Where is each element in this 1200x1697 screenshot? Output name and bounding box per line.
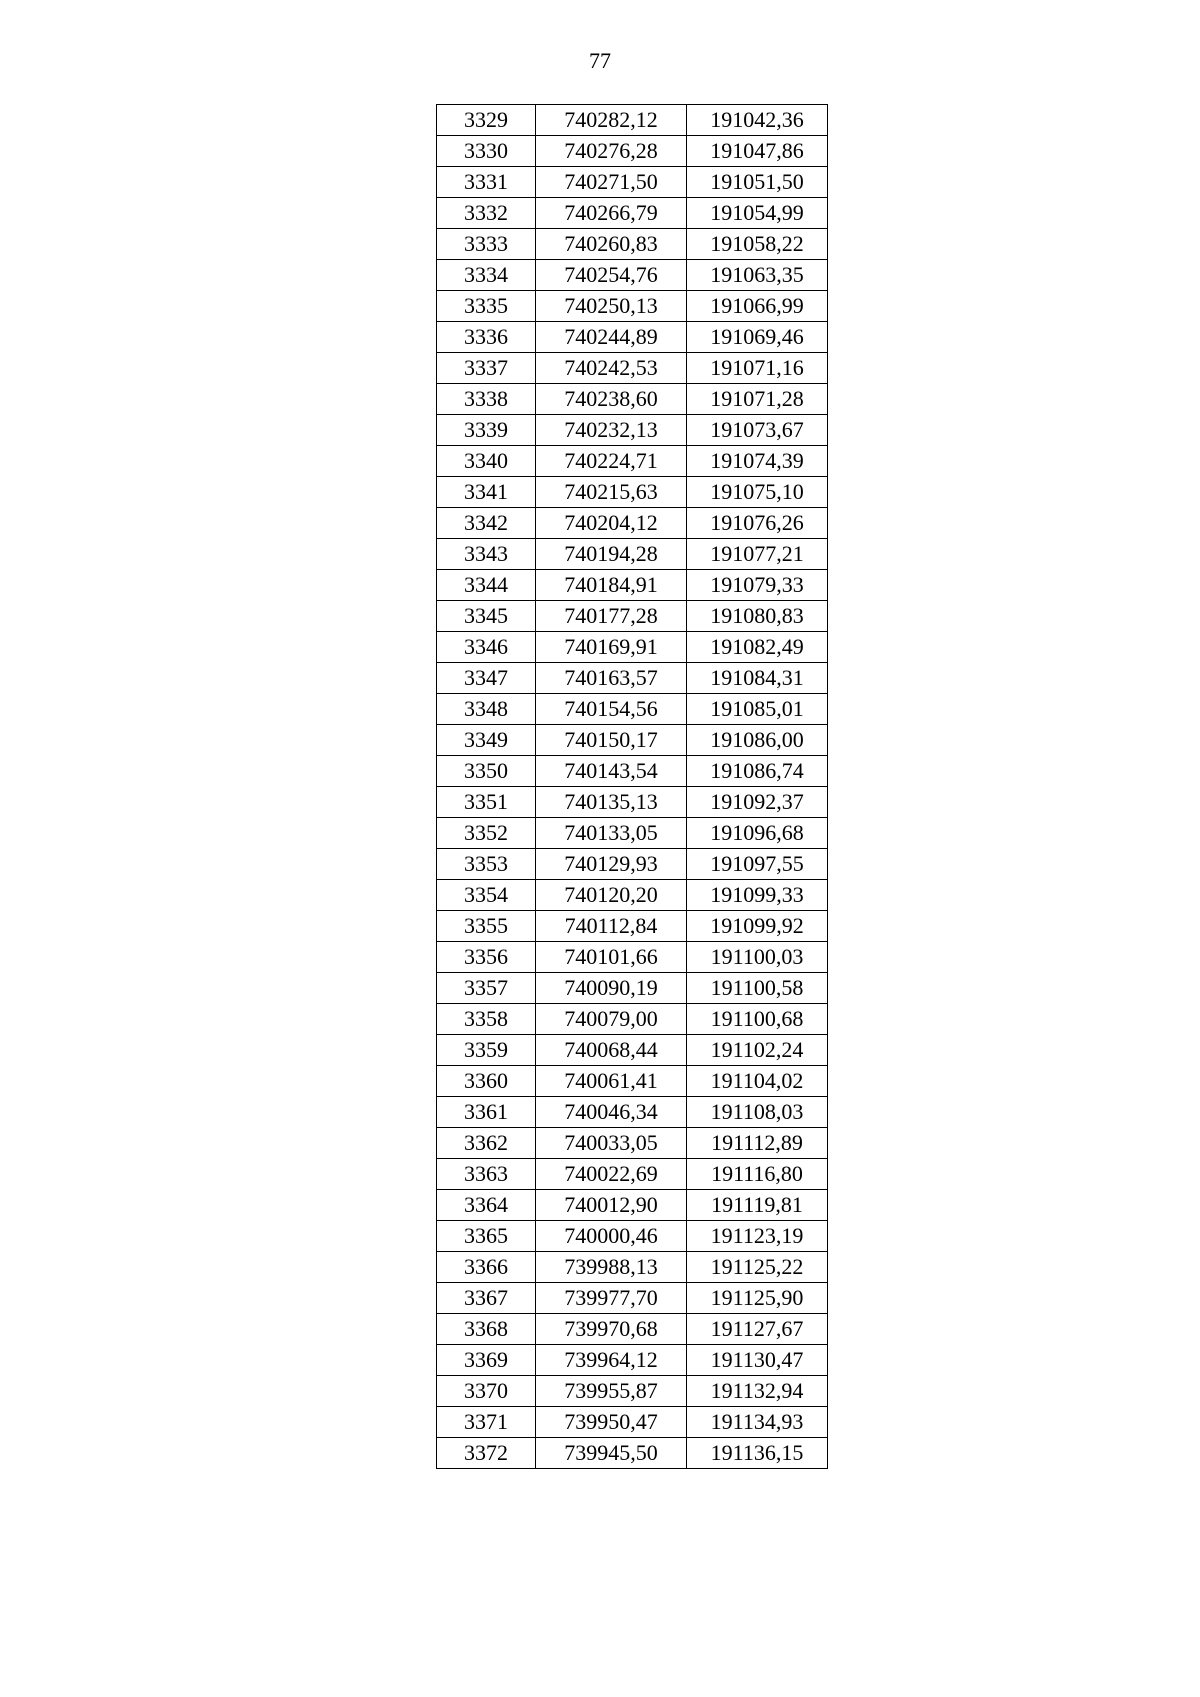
x-coordinate-cell: 740012,90 — [536, 1190, 687, 1221]
x-coordinate-cell: 740242,53 — [536, 353, 687, 384]
x-coordinate-cell: 739945,50 — [536, 1438, 687, 1469]
point-number-cell: 3355 — [437, 911, 536, 942]
table-row — [437, 384, 828, 415]
y-coordinate-cell: 191130,47 — [687, 1345, 828, 1376]
y-coordinate-cell: 191073,67 — [687, 415, 828, 446]
point-number-cell: 3346 — [437, 632, 536, 663]
point-number-cell: 3343 — [437, 539, 536, 570]
y-coordinate-cell: 191108,03 — [687, 1097, 828, 1128]
table-row — [437, 1438, 828, 1469]
x-coordinate-cell: 740215,63 — [536, 477, 687, 508]
table-row — [437, 260, 828, 291]
point-number-cell: 3337 — [437, 353, 536, 384]
table-row — [437, 632, 828, 663]
y-coordinate-cell: 191112,89 — [687, 1128, 828, 1159]
point-number-cell: 3361 — [437, 1097, 536, 1128]
y-coordinate-cell: 191077,21 — [687, 539, 828, 570]
y-coordinate-cell: 191100,58 — [687, 973, 828, 1004]
x-coordinate-cell: 740282,12 — [536, 105, 687, 136]
y-coordinate-cell: 191071,16 — [687, 353, 828, 384]
x-coordinate-cell: 740068,44 — [536, 1035, 687, 1066]
point-number-cell: 3354 — [437, 880, 536, 911]
table-row — [437, 1376, 828, 1407]
table-body — [437, 105, 828, 1469]
point-number-cell: 3368 — [437, 1314, 536, 1345]
table-row — [437, 508, 828, 539]
point-number-cell: 3331 — [437, 167, 536, 198]
point-number-cell: 3369 — [437, 1345, 536, 1376]
y-coordinate-cell: 191100,68 — [687, 1004, 828, 1035]
y-coordinate-cell: 191136,15 — [687, 1438, 828, 1469]
point-number-cell: 3329 — [437, 105, 536, 136]
table-row — [437, 136, 828, 167]
x-coordinate-cell: 739988,13 — [536, 1252, 687, 1283]
y-coordinate-cell: 191102,24 — [687, 1035, 828, 1066]
x-coordinate-cell: 740061,41 — [536, 1066, 687, 1097]
x-coordinate-cell: 740254,76 — [536, 260, 687, 291]
table-row — [437, 694, 828, 725]
point-number-cell: 3365 — [437, 1221, 536, 1252]
x-coordinate-cell: 740204,12 — [536, 508, 687, 539]
table-row — [437, 1128, 828, 1159]
table-row — [437, 291, 828, 322]
table-row — [437, 1066, 828, 1097]
x-coordinate-cell: 740250,13 — [536, 291, 687, 322]
point-number-cell: 3360 — [437, 1066, 536, 1097]
y-coordinate-cell: 191099,33 — [687, 880, 828, 911]
x-coordinate-cell: 740033,05 — [536, 1128, 687, 1159]
point-number-cell: 3338 — [437, 384, 536, 415]
y-coordinate-cell: 191058,22 — [687, 229, 828, 260]
y-coordinate-cell: 191071,28 — [687, 384, 828, 415]
x-coordinate-cell: 740000,46 — [536, 1221, 687, 1252]
table-row — [437, 570, 828, 601]
y-coordinate-cell: 191079,33 — [687, 570, 828, 601]
y-coordinate-cell: 191086,00 — [687, 725, 828, 756]
point-number-cell: 3351 — [437, 787, 536, 818]
x-coordinate-cell: 740112,84 — [536, 911, 687, 942]
point-number-cell: 3339 — [437, 415, 536, 446]
point-number-cell: 3357 — [437, 973, 536, 1004]
y-coordinate-cell: 191085,01 — [687, 694, 828, 725]
point-number-cell: 3348 — [437, 694, 536, 725]
table-row — [437, 973, 828, 1004]
y-coordinate-cell: 191119,81 — [687, 1190, 828, 1221]
y-coordinate-cell: 191069,46 — [687, 322, 828, 353]
table-row — [437, 198, 828, 229]
table-row — [437, 1314, 828, 1345]
point-number-cell: 3366 — [437, 1252, 536, 1283]
point-number-cell: 3349 — [437, 725, 536, 756]
table-row — [437, 1283, 828, 1314]
table-row — [437, 1035, 828, 1066]
x-coordinate-cell: 740232,13 — [536, 415, 687, 446]
y-coordinate-cell: 191082,49 — [687, 632, 828, 663]
y-coordinate-cell: 191132,94 — [687, 1376, 828, 1407]
y-coordinate-cell: 191051,50 — [687, 167, 828, 198]
table-row — [437, 1252, 828, 1283]
point-number-cell: 3350 — [437, 756, 536, 787]
x-coordinate-cell: 740177,28 — [536, 601, 687, 632]
x-coordinate-cell: 739977,70 — [536, 1283, 687, 1314]
x-coordinate-cell: 739950,47 — [536, 1407, 687, 1438]
table-row — [437, 756, 828, 787]
y-coordinate-cell: 191047,86 — [687, 136, 828, 167]
y-coordinate-cell: 191092,37 — [687, 787, 828, 818]
x-coordinate-cell: 740150,17 — [536, 725, 687, 756]
table-row — [437, 477, 828, 508]
x-coordinate-cell: 740238,60 — [536, 384, 687, 415]
table-row — [437, 663, 828, 694]
y-coordinate-cell: 191084,31 — [687, 663, 828, 694]
y-coordinate-cell: 191075,10 — [687, 477, 828, 508]
x-coordinate-cell: 740154,56 — [536, 694, 687, 725]
y-coordinate-cell: 191074,39 — [687, 446, 828, 477]
x-coordinate-cell: 740194,28 — [536, 539, 687, 570]
y-coordinate-cell: 191066,99 — [687, 291, 828, 322]
table-row — [437, 818, 828, 849]
x-coordinate-cell: 739955,87 — [536, 1376, 687, 1407]
x-coordinate-cell: 740022,69 — [536, 1159, 687, 1190]
y-coordinate-cell: 191086,74 — [687, 756, 828, 787]
x-coordinate-cell: 740120,20 — [536, 880, 687, 911]
point-number-cell: 3364 — [437, 1190, 536, 1221]
x-coordinate-cell: 740266,79 — [536, 198, 687, 229]
point-number-cell: 3344 — [437, 570, 536, 601]
coordinates-table — [436, 104, 828, 1469]
x-coordinate-cell: 740090,19 — [536, 973, 687, 1004]
x-coordinate-cell: 740135,13 — [536, 787, 687, 818]
y-coordinate-cell: 191042,36 — [687, 105, 828, 136]
table-row — [437, 601, 828, 632]
y-coordinate-cell: 191099,92 — [687, 911, 828, 942]
x-coordinate-cell: 740271,50 — [536, 167, 687, 198]
table-row — [437, 1097, 828, 1128]
table-row — [437, 105, 828, 136]
point-number-cell: 3335 — [437, 291, 536, 322]
table-row — [437, 911, 828, 942]
table-row — [437, 787, 828, 818]
table-row — [437, 446, 828, 477]
table-row — [437, 353, 828, 384]
y-coordinate-cell: 191063,35 — [687, 260, 828, 291]
point-number-cell: 3372 — [437, 1438, 536, 1469]
point-number-cell: 3367 — [437, 1283, 536, 1314]
point-number-cell: 3333 — [437, 229, 536, 260]
point-number-cell: 3358 — [437, 1004, 536, 1035]
point-number-cell: 3330 — [437, 136, 536, 167]
table-row — [437, 849, 828, 880]
table-row — [437, 322, 828, 353]
x-coordinate-cell: 740244,89 — [536, 322, 687, 353]
table-row — [437, 725, 828, 756]
point-number-cell: 3359 — [437, 1035, 536, 1066]
point-number-cell: 3332 — [437, 198, 536, 229]
y-coordinate-cell: 191096,68 — [687, 818, 828, 849]
table-row — [437, 539, 828, 570]
x-coordinate-cell: 739964,12 — [536, 1345, 687, 1376]
point-number-cell: 3362 — [437, 1128, 536, 1159]
y-coordinate-cell: 191104,02 — [687, 1066, 828, 1097]
y-coordinate-cell: 191097,55 — [687, 849, 828, 880]
table-row — [437, 1345, 828, 1376]
x-coordinate-cell: 739970,68 — [536, 1314, 687, 1345]
y-coordinate-cell: 191054,99 — [687, 198, 828, 229]
point-number-cell: 3356 — [437, 942, 536, 973]
y-coordinate-cell: 191125,90 — [687, 1283, 828, 1314]
table-row — [437, 1159, 828, 1190]
page-number: 77 — [589, 48, 611, 73]
x-coordinate-cell: 740129,93 — [536, 849, 687, 880]
x-coordinate-cell: 740163,57 — [536, 663, 687, 694]
table-row — [437, 415, 828, 446]
point-number-cell: 3336 — [437, 322, 536, 353]
table-row — [437, 880, 828, 911]
table-row — [437, 942, 828, 973]
table-row — [437, 1004, 828, 1035]
y-coordinate-cell: 191076,26 — [687, 508, 828, 539]
x-coordinate-cell: 740133,05 — [536, 818, 687, 849]
point-number-cell: 3353 — [437, 849, 536, 880]
y-coordinate-cell: 191134,93 — [687, 1407, 828, 1438]
y-coordinate-cell: 191100,03 — [687, 942, 828, 973]
y-coordinate-cell: 191080,83 — [687, 601, 828, 632]
x-coordinate-cell: 740260,83 — [536, 229, 687, 260]
x-coordinate-cell: 740276,28 — [536, 136, 687, 167]
x-coordinate-cell: 740169,91 — [536, 632, 687, 663]
x-coordinate-cell: 740079,00 — [536, 1004, 687, 1035]
point-number-cell: 3341 — [437, 477, 536, 508]
x-coordinate-cell: 740101,66 — [536, 942, 687, 973]
y-coordinate-cell: 191116,80 — [687, 1159, 828, 1190]
table-row — [437, 1221, 828, 1252]
x-coordinate-cell: 740143,54 — [536, 756, 687, 787]
y-coordinate-cell: 191123,19 — [687, 1221, 828, 1252]
table-row — [437, 1407, 828, 1438]
table-row — [437, 1190, 828, 1221]
point-number-cell: 3345 — [437, 601, 536, 632]
point-number-cell: 3334 — [437, 260, 536, 291]
point-number-cell: 3370 — [437, 1376, 536, 1407]
x-coordinate-cell: 740184,91 — [536, 570, 687, 601]
x-coordinate-cell: 740046,34 — [536, 1097, 687, 1128]
point-number-cell: 3340 — [437, 446, 536, 477]
y-coordinate-cell: 191125,22 — [687, 1252, 828, 1283]
x-coordinate-cell: 740224,71 — [536, 446, 687, 477]
point-number-cell: 3342 — [437, 508, 536, 539]
y-coordinate-cell: 191127,67 — [687, 1314, 828, 1345]
point-number-cell: 3347 — [437, 663, 536, 694]
table-row — [437, 229, 828, 260]
point-number-cell: 3363 — [437, 1159, 536, 1190]
point-number-cell: 3352 — [437, 818, 536, 849]
point-number-cell: 3371 — [437, 1407, 536, 1438]
table-row — [437, 167, 828, 198]
